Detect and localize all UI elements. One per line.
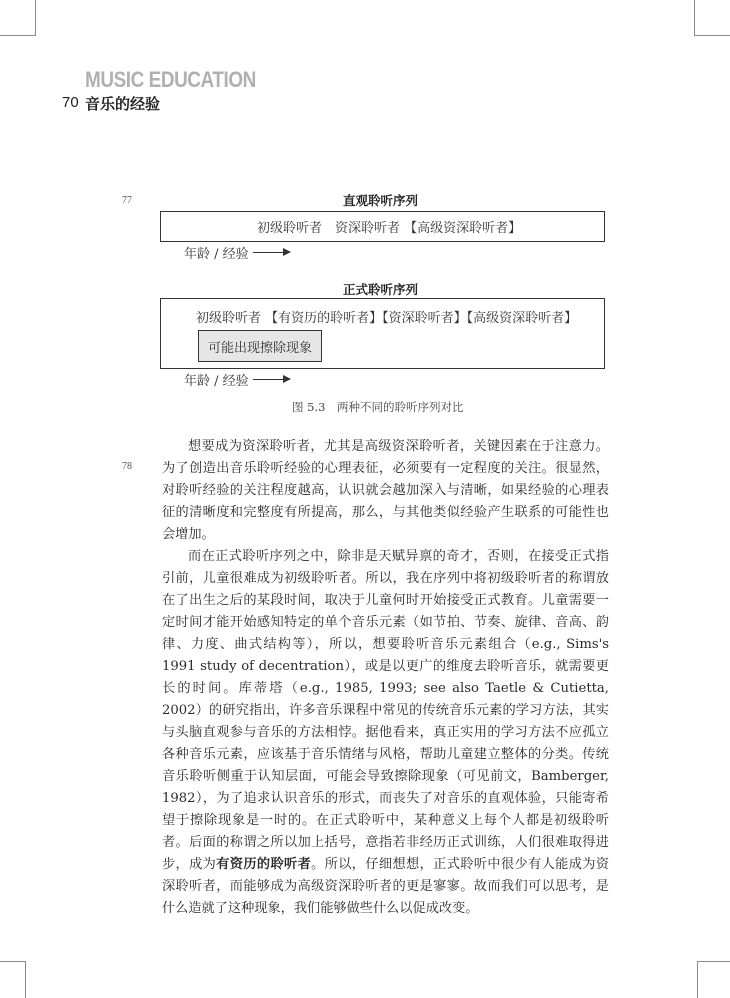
intuitive-age-axis [184, 243, 289, 262]
chapter-title: 音乐的经验 [85, 95, 161, 113]
paragraph-text: 而在正式聆听序列之中，除非是天赋异禀的奇才，否则，在接受正式指引前，儿童很难成为初级聆听者。所以，我在序列中将初级聆听者的称谓放在了出生之后的某段时间，取决于儿童何时开始接受正式教育。儿童需要一定时间才能开始感知特定的单个音乐元素（如节拍、节奏、旋律、音高、韵律、力度、曲式结构等），所以，想要聆听音乐元素组合（e.g., Sims's 1991 study of decentration），或是以更广的维度去聆听音乐，就需要更长的时间。库蒂塔（e.g., 1985, 1993; see also Taetle & Cutietta, 2002）的研究指出，许多音乐课程中常见的传统音乐元素的学习方法，其实与头脑直观参与音乐的方法相悖。据他看来，真正实用的学习方法不应孤立各种音乐元素，应该基于音乐情绪与风格，帮助儿童建立整体的分类。传统音乐聆听侧重于认知层面，可能会导致擦除现象（可见前文，Bamberger, 1982），为了追求认识音乐的形式，而丧失了对音乐的直观体验，只能寄希望于擦除现象是一时的。在正式聆听中，某种意义上每个人都是初级聆听者。后面的称谓之所以加上括号，意指若非经历正式训练，人们很难取得进步，成为 [162, 549, 609, 872]
figure-caption: 图 5.3 两种不同的聆听序列对比 [292, 400, 464, 414]
series-title: MUSIC EDUCATION [85, 67, 256, 92]
margin-number: 77 [122, 195, 132, 206]
paragraph-text: 。所以，仔细想想，正式聆听中很少有人能成为资深聆听者，而能够成为高级资深聆听者的更是寥寥。故而我们可以思考，是什么造就了这种现象，我们能够做些什么以促成改变。 [162, 857, 610, 916]
age-experience-label: 年龄 / 经验 [184, 247, 249, 262]
crop-mark-top-right [694, 0, 730, 36]
intuitive-sequence-box [160, 211, 605, 242]
bold-term: 有资历的聆听者 [216, 857, 312, 872]
paragraph: 想要成为资深聆听者，尤其是高级资深聆听者，关键因素在于注意力。为了创造出音乐聆听经验的心理表征，必须要有一定程度的关注。很显然，对聆听经验的关注程度越高，认识就会越加深入与清晰，如果经验的心理表征的清晰度和完整度有所提高，那么，与其他类似经验产生联系的可能性也会增加。 [162, 439, 609, 542]
formal-sequence-title: 正式聆听序列 [343, 282, 419, 297]
page-number: 70 [62, 94, 79, 111]
formal-age-axis [184, 370, 289, 389]
margin-number: 78 [122, 461, 132, 472]
intuitive-sequence-title: 直观聆听序列 [343, 193, 419, 208]
paragraph [162, 546, 609, 920]
crop-mark-top-left [0, 0, 36, 36]
age-experience-label: 年龄 / 经验 [184, 374, 249, 389]
arrow-right-icon [253, 379, 289, 381]
arrow-right-icon [253, 252, 289, 254]
crop-mark-bottom-left [0, 961, 26, 998]
crop-mark-bottom-right [697, 961, 730, 998]
body-text [162, 436, 609, 920]
erasure-note-box: 可能出现擦除现象 [198, 330, 322, 362]
intuitive-stages: 初级聆听者 资深聆听者 【高级资深聆听者】 [257, 221, 522, 236]
formal-stages: 初级聆听者 【有资历的聆听者】【资深聆听者】【高级资深聆听者】 [196, 311, 578, 326]
